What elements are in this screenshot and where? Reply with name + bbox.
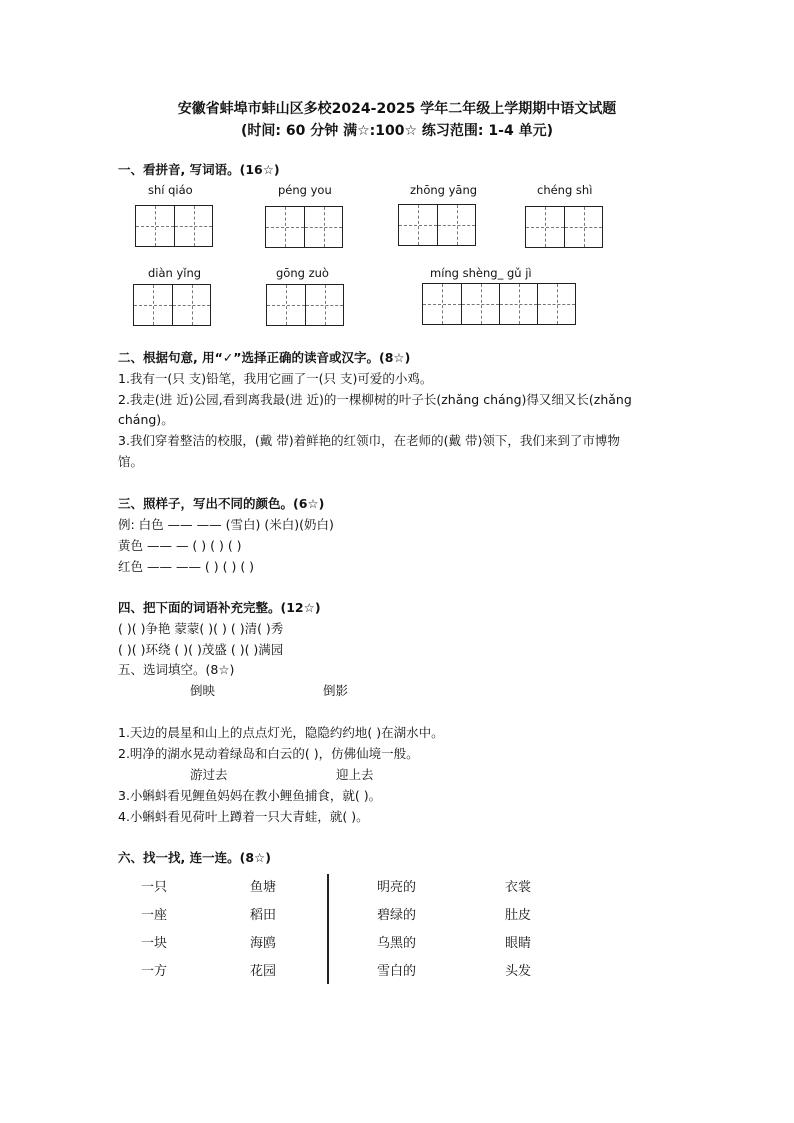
match-column-body-nouns: [505, 874, 531, 986]
writing-grid[interactable]: [133, 284, 211, 326]
question-line: cháng)。: [118, 412, 174, 427]
match-item[interactable]: 花园: [250, 964, 277, 979]
match-item[interactable]: 乌黑的: [377, 936, 417, 951]
question-line: 1.我有一(只 支)铅笔，我用它画了一(只 支)可爱的小鸡。: [118, 371, 433, 386]
word-choice: 倒影: [323, 683, 349, 698]
pinyin-label: míng shèng_ gǔ jì: [430, 266, 532, 280]
match-item[interactable]: 头发: [505, 964, 532, 979]
question-line: ( )( )环绕 ( )( )茂盛 ( )( )满园: [118, 642, 284, 657]
question-line: 馆。: [118, 454, 144, 469]
match-item[interactable]: 雪白的: [377, 964, 417, 979]
writing-grid[interactable]: [265, 206, 343, 248]
pinyin-label: péng you: [278, 183, 332, 197]
pinyin-label: diàn yǐng: [148, 266, 202, 280]
match-item[interactable]: 明亮的: [377, 880, 417, 895]
match-column-nouns: [250, 874, 276, 986]
match-item[interactable]: 一座: [141, 908, 168, 923]
match-item[interactable]: 海鸥: [250, 936, 277, 951]
match-item[interactable]: 一块: [141, 936, 168, 951]
column-divider: [327, 874, 329, 984]
pinyin-label: shí qiáo: [148, 183, 193, 197]
writing-grid[interactable]: [398, 204, 476, 246]
pinyin-label: chéng shì: [537, 183, 593, 197]
word-choice: 迎上去: [336, 767, 374, 782]
section4-heading: 四、把下面的词语补充完整。(12☆): [118, 600, 321, 615]
match-item[interactable]: 一方: [141, 964, 168, 979]
question-line: 2.我走(进 近)公园,看到离我最(进 近)的一棵柳树的叶子长(zhǎng cháng)得又细又长(zhǎng: [118, 392, 632, 407]
word-choice: 游过去: [190, 767, 228, 782]
question-line: 2.明净的湖水晃动着绿岛和白云的( )，仿佛仙境一般。: [118, 746, 419, 761]
question-line: 4.小蝌蚪看见荷叶上蹲着一只大青蛙，就( )。: [118, 809, 369, 824]
question-line: ( )( )争艳 蒙蒙( )( ) ( )清( )秀: [118, 621, 284, 636]
writing-grid[interactable]: [422, 283, 576, 325]
writing-grid[interactable]: [525, 206, 603, 248]
section1-heading: 一、看拼音, 写词语。(16☆): [118, 162, 280, 177]
section5-heading: 五、选词填空。(8☆): [118, 662, 235, 677]
question-line: 3.小蝌蚪看见鲤鱼妈妈在教小鲤鱼捕食，就( )。: [118, 788, 382, 803]
match-column-adjectives: [377, 874, 416, 986]
match-item[interactable]: 肚皮: [505, 908, 532, 923]
question-line: 1.天边的晨星和山上的点点灯光，隐隐约约地( )在湖水中。: [118, 725, 444, 740]
writing-grid[interactable]: [135, 205, 213, 247]
section3-heading: 三、照样子，写出不同的颜色。(6☆): [118, 496, 325, 511]
question-line: 红色 —— —— ( ) ( ) ( ): [118, 559, 255, 574]
question-line: 例: 白色 —— —— (雪白) (米白)(奶白): [118, 517, 334, 532]
section6-heading: 六、找一找, 连一连。(8☆): [118, 850, 271, 865]
question-line: 黄色 —— — ( ) ( ) ( ): [118, 538, 242, 553]
section2-heading: 二、根据句意, 用“✓”选择正确的读音或汉字。(8☆): [118, 350, 411, 365]
match-item[interactable]: 衣裳: [505, 880, 532, 895]
writing-grid[interactable]: [266, 284, 344, 326]
page-subtitle: (时间: 60 分钟 满☆:100☆ 练习范围: 1-4 单元): [241, 123, 553, 139]
pinyin-label: gōng zuò: [276, 266, 329, 280]
page-title: 安徽省蚌埠市蚌山区多校2024-2025 学年二年级上学期期中语文试题: [177, 101, 617, 117]
match-item[interactable]: 碧绿的: [377, 908, 417, 923]
match-item[interactable]: 稻田: [250, 908, 277, 923]
match-item[interactable]: 鱼塘: [250, 880, 277, 895]
question-line: 3.我们穿着整洁的校服，(戴 带)着鲜艳的红领巾，在老师的(戴 带)领下，我们来到了市博物: [118, 433, 620, 448]
pinyin-label: zhōng yāng: [410, 183, 478, 197]
match-column-quantifiers: [141, 874, 167, 986]
word-choice: 倒映: [190, 683, 216, 698]
match-item[interactable]: 一只: [141, 880, 168, 895]
match-item[interactable]: 眼睛: [505, 936, 532, 951]
